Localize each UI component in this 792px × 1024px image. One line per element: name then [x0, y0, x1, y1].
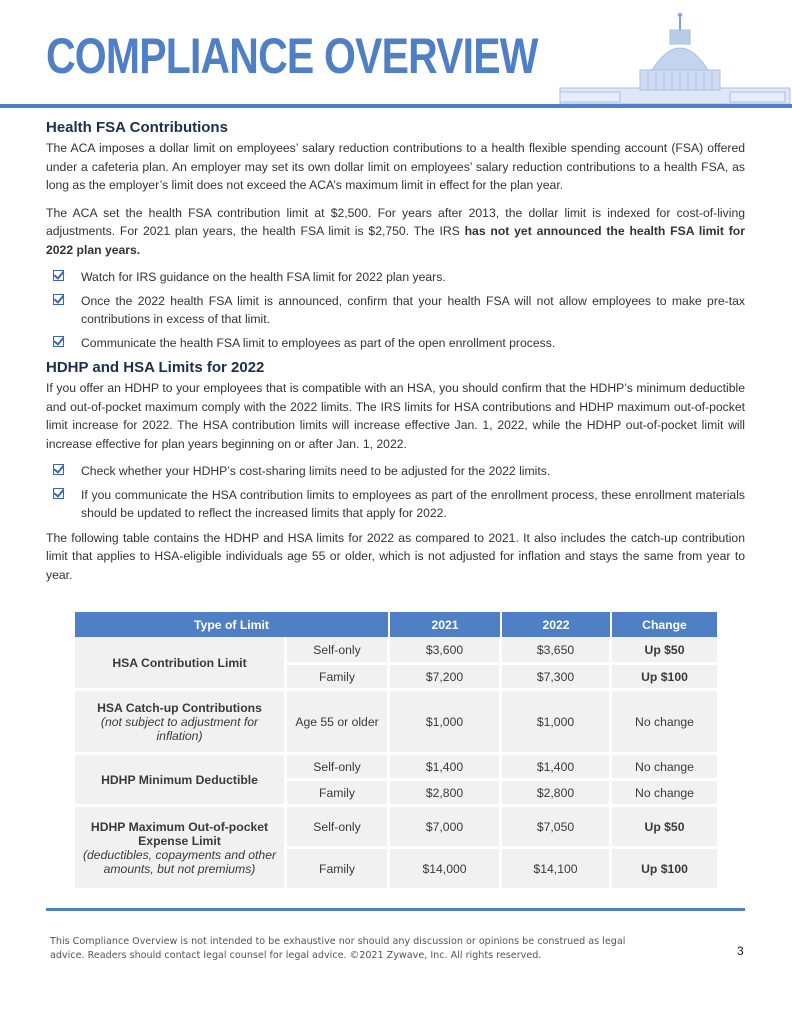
list-item-text: If you communicate the HSA contribution limits to employees as part of the enrollment process, these enrollment materials should be updated to reflect the increased limits that apply for 2022.	[81, 487, 745, 520]
value-2022-cell: $3,650	[502, 637, 612, 665]
fsa-checklist	[46, 268, 745, 352]
fsa-paragraph-2-text: The ACA set the health FSA contribution limit at $2,500. For years after 2013, the dollar limit is indexed for cost-of-living adjustments. For 2021 plan years, the health FSA limit is $2,750. The IRS	[46, 205, 745, 238]
value-2021-cell: $1,400	[390, 755, 502, 781]
fsa-paragraph-2-bold: has not yet announced the health FSA limit for 2022 plan years.	[46, 224, 745, 257]
limits-table	[75, 612, 717, 891]
change-cell: No change	[612, 755, 717, 781]
value-2021-cell: $14,000	[390, 849, 502, 891]
change-cell: No change	[612, 781, 717, 807]
header-type-of-limit: Type of Limit	[75, 612, 390, 637]
checkbox-checked-icon	[53, 294, 64, 305]
footer-rule	[46, 908, 745, 911]
document-title: COMPLIANCE OVERVIEW	[46, 28, 538, 84]
coverage-cell: Family	[287, 781, 390, 807]
list-item	[46, 292, 745, 329]
change-cell: Up $50	[612, 807, 717, 849]
list-item	[46, 268, 745, 287]
value-2022-cell: $2,800	[502, 781, 612, 807]
limit-note: (not subject to adjustment for inflation)	[100, 714, 259, 743]
section-heading-hdhp: HDHP and HSA Limits for 2022	[46, 359, 265, 376]
value-2021-cell: $7,200	[390, 665, 502, 691]
limit-name-text: HSA Contribution Limit	[112, 655, 247, 670]
list-item	[46, 334, 745, 353]
fsa-paragraph-2	[46, 204, 745, 260]
coverage-cell: Self-only	[287, 637, 390, 665]
value-2021-cell: $1,000	[390, 691, 502, 755]
header-change: Change	[612, 612, 717, 637]
limit-name	[75, 755, 287, 807]
table-row	[75, 691, 717, 755]
limit-name	[75, 691, 287, 755]
table-row	[75, 807, 717, 849]
hdhp-paragraph-2: The following table contains the HDHP and HSA limits for 2022 as compared to 2021. It also includes the catch-up contribution limit that applies to HSA-eligible individuals age 55 or older, which is not adjusted for inflation and stays the same from year to year.	[46, 530, 745, 582]
list-item-text: Check whether your HDHP’s cost-sharing limits need to be adjusted for the 2022 limits.	[81, 464, 551, 478]
capitol-building-icon	[520, 8, 792, 108]
list-item	[46, 486, 745, 523]
checkbox-checked-icon	[53, 488, 64, 499]
value-2022-cell: $7,300	[502, 665, 612, 691]
coverage-cell: Age 55 or older	[287, 691, 390, 755]
value-2022-cell: $7,050	[502, 807, 612, 849]
value-2021-cell: $7,000	[390, 807, 502, 849]
page-header	[0, 0, 792, 110]
footer-disclaimer: This Compliance Overview is not intended to be exhaustive nor should any discussion or opinions be construed as legal advice. Readers should contact legal counsel for legal advice. ©2021 Zywave, Inc. All rights reserved.	[50, 936, 626, 961]
limit-name-text: HDHP Minimum Deductible	[101, 772, 258, 787]
limit-name	[75, 637, 287, 691]
coverage-cell: Self-only	[287, 755, 390, 781]
coverage-cell: Family	[287, 665, 390, 691]
list-item	[46, 462, 745, 481]
table-header-row	[75, 612, 717, 637]
section-heading-fsa: Health FSA Contributions	[46, 119, 228, 136]
value-2022-cell: $1,000	[502, 691, 612, 755]
change-cell: Up $50	[612, 637, 717, 665]
page-number: 3	[737, 944, 744, 958]
checkbox-checked-icon	[53, 464, 64, 475]
header-2021: 2021	[390, 612, 502, 637]
checkbox-checked-icon	[53, 270, 64, 281]
value-2021-cell: $3,600	[390, 637, 502, 665]
list-item-text: Communicate the health FSA limit to employees as part of the open enrollment process.	[81, 335, 556, 350]
list-item-text: Watch for IRS guidance on the health FSA limit for 2022 plan years.	[81, 270, 446, 284]
header-rule	[0, 104, 792, 108]
change-cell: Up $100	[612, 665, 717, 691]
coverage-cell: Family	[287, 849, 390, 891]
list-item-text: Once the 2022 health FSA limit is announced, confirm that your health FSA will not allow employees to make pre-tax contributions in excess of that limit.	[81, 293, 745, 326]
limit-name-text: HSA Catch-up Contributions	[97, 700, 262, 715]
table-row	[75, 637, 717, 665]
checkbox-checked-icon	[53, 336, 64, 347]
value-2021-cell: $2,800	[390, 781, 502, 807]
change-cell: No change	[612, 691, 717, 755]
value-2022-cell: $1,400	[502, 755, 612, 781]
main-content	[46, 116, 745, 593]
limit-name	[75, 807, 287, 891]
hdhp-checklist	[46, 462, 745, 523]
value-2022-cell: $14,100	[502, 849, 612, 891]
hdhp-paragraph-1: If you offer an HDHP to your employees that is compatible with an HSA, you should confirm that the HDHP’s minimum deductible and out-of-pocket maximum comply with the 2022 limits. The IRS limits for HSA contributions and HDHP maximum out-of-pocket limit increase for 2022. The HSA contribution limits will increase effective Jan. 1, 2022, while the HDHP out-of-pocket limit will increase effective for plan years beginning on or after Jan. 1, 2022.	[46, 381, 745, 451]
fsa-paragraph-1: The ACA imposes a dollar limit on employees’ salary reduction contributions to a health flexible spending account (FSA) offered under a cafeteria plan. An employer may set its own dollar limit on employees’ salary reduction contributions to a health FSA, as long as the employer’s limit does not exceed the ACA’s maximum limit in effect for the plan year.	[46, 141, 745, 192]
change-cell: Up $100	[612, 849, 717, 891]
limit-name-text: HDHP Maximum Out-of-pocket Expense Limit	[90, 819, 269, 848]
limit-note: (deductibles, copayments and other amounts, but not premiums)	[82, 847, 277, 876]
table-row	[75, 755, 717, 781]
coverage-cell: Self-only	[287, 807, 390, 849]
header-2022: 2022	[502, 612, 612, 637]
